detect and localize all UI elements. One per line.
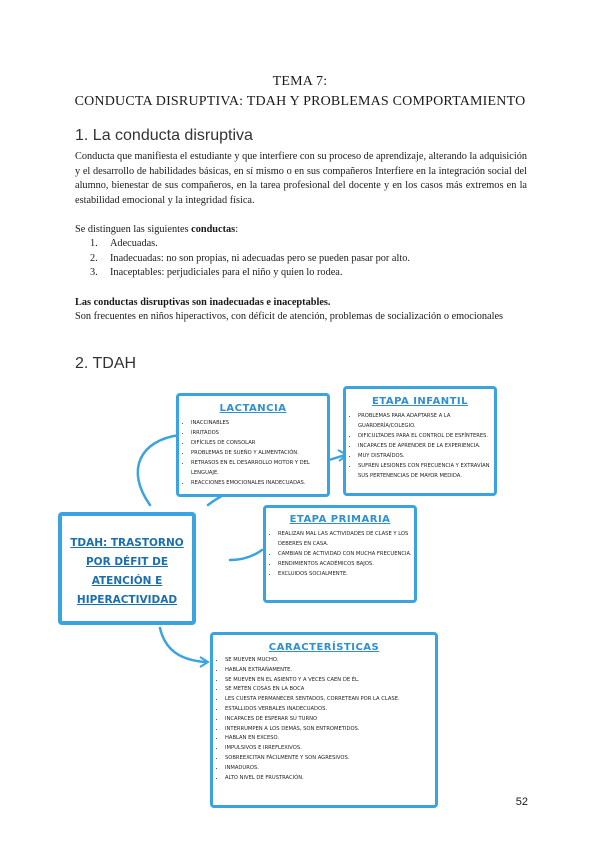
- page-number: 52: [515, 796, 528, 808]
- list-item: • REALIZAN MAL LAS ACTIVIDADES DE CLASE Y LOS DEBERES EN CASA.: [278, 529, 414, 549]
- infantil-title: ETAPA INFANTIL: [371, 396, 469, 407]
- list-text: Adecuadas.: [110, 238, 158, 249]
- list-item: • HABLAN EXTRAÑAMENTE.: [225, 666, 435, 676]
- intro-colon: :: [235, 224, 239, 235]
- lactancia-box: [176, 393, 330, 497]
- section2-heading: 2. TDAH: [75, 355, 137, 372]
- tdah-center-box: [58, 512, 196, 625]
- list-item: • SOBREEXCITAN FÁCILMENTE Y SON AGRESIVOS.: [225, 754, 435, 764]
- primaria-list: [266, 529, 414, 579]
- list-num: 1.: [90, 238, 98, 249]
- list-item: • LES CUESTA PERMANECER SENTADOS, CORRETEAN POR LA CLASE.: [225, 695, 435, 705]
- list-item: • ALTO NIVEL DE FRUSTRACIÓN.: [225, 774, 435, 784]
- list-item: • REACCIONES EMOCIONALES INADECUADAS.: [191, 478, 327, 488]
- list-item: • SE METEN COSAS EN LA BOCA: [225, 685, 435, 695]
- intro-text: Se distinguen las siguientes: [75, 224, 192, 235]
- list-item: • RETRASOS EN EL DESARROLLO MOTOR Y DEL LENGUAJE.: [191, 458, 327, 478]
- list-item: • INCAPACES DE APRENDER DE LA EXPERIENCIA.: [358, 441, 494, 451]
- caracteristicas-title: CARACTERÍSTICAS: [268, 642, 380, 653]
- infantil-box: [343, 386, 497, 496]
- primaria-box: [263, 505, 417, 603]
- list-item: • INMADUROS.: [225, 764, 435, 774]
- list-num: 3.: [90, 267, 98, 279]
- list-num: 2.: [90, 252, 98, 264]
- lactancia-title: LACTANCIA: [219, 403, 287, 414]
- list-item: • PROBLEMAS DE SUEÑO Y ALIMENTACIÓN.: [191, 448, 327, 458]
- primaria-title: ETAPA PRIMARIA: [289, 514, 391, 525]
- list-item: • CAMBIAN DE ACTIVIDAD CON MUCHA FRECUENCIA.: [278, 549, 414, 559]
- list-item: • IMPULSIVOS E IRREFLEXIVOS.: [225, 744, 435, 754]
- infantil-list: [346, 411, 494, 481]
- list-item: • IRRITADOS: [191, 428, 327, 438]
- list-item: • INTERRUMPEN A LOS DEMÁS, SON ENTROMETIDOS.: [225, 725, 435, 735]
- list-item: • INCAPACES DE ESPERAR SU TURNO: [225, 715, 435, 725]
- list-item: • SE MUEVEN MUCHO.: [225, 656, 435, 666]
- list-text: Inaceptables: perjudiciales para el niño y quien lo rodea.: [110, 267, 343, 279]
- section1-paragraph: Conducta que manifiesta el estudiante y que interfiere con su proceso de aprendizaje, alterando la adquisición y el desarrollo de habilidades básicas, en sí mismo o en sus compañeros Interfiere en la integración social del alumno, bienestar de sus compañeros, en la tarea profesional del docente y en los casos más extremos en la estabilidad emocional y la integridad física.: [75, 151, 527, 206]
- intro-bold: conductas: [191, 224, 236, 235]
- caracteristicas-box: [210, 632, 438, 808]
- doc-title-line1: TEMA 7:: [272, 74, 328, 89]
- list-item: • RENDIMIENTOS ACADÉMICOS BAJOS.: [278, 559, 414, 569]
- doc-title-line2: CONDUCTA DISRUPTIVA: TDAH Y PROBLEMAS COMPORTAMIENTO: [74, 94, 526, 109]
- section1-heading: 1. La conducta disruptiva: [75, 127, 253, 144]
- tdah-center-label: TDAH: TRASTORNO POR DÉFIT DE ATENCIÓN E HIPERACTIVIDAD: [70, 537, 184, 606]
- list-item: • DIFÍCILES DE CONSOLAR: [191, 438, 327, 448]
- lactancia-list: [179, 418, 327, 488]
- list-item: • HABLAN EN EXCESO.: [225, 734, 435, 744]
- bold-statement: Las conductas disruptivas son inadecuadas e inaceptables.: [75, 297, 331, 308]
- list-item: • MUY DISTRAÍDOS.: [358, 451, 494, 461]
- list-item: • DIFICULTADES PARA EL CONTROL DE ESFÍNTERES.: [358, 431, 494, 441]
- list-item: • INACCINABLES: [191, 418, 327, 428]
- caracteristicas-list: [213, 656, 435, 783]
- list-item: • ESTALLIDOS VERBALES INADECUADOS.: [225, 705, 435, 715]
- list-item: • SUFREN LESIONES CON FRECUENCIA Y EXTRAVÍAN SUS PERTENENCIAS DE MAYOR MEDIDA.: [358, 461, 494, 481]
- list-item: • EXCLUIDOS SOCIALMENTE.: [278, 569, 414, 579]
- list-item: • SE MUEVEN EN EL ASIENTO Y A VECES CAEN DE ÉL.: [225, 676, 435, 686]
- list-text: Inadecuadas: no son propias, ni adecuadas pero se pueden pasar por alto.: [110, 252, 410, 264]
- list-item: • PROBLEMAS PARA ADAPTARSE A LA GUARDERÍA/COLEGIO.: [358, 411, 494, 431]
- closing-paragraph: Son frecuentes en niños hiperactivos, con déficit de atención, problemas de socialización o emocionales: [75, 311, 504, 322]
